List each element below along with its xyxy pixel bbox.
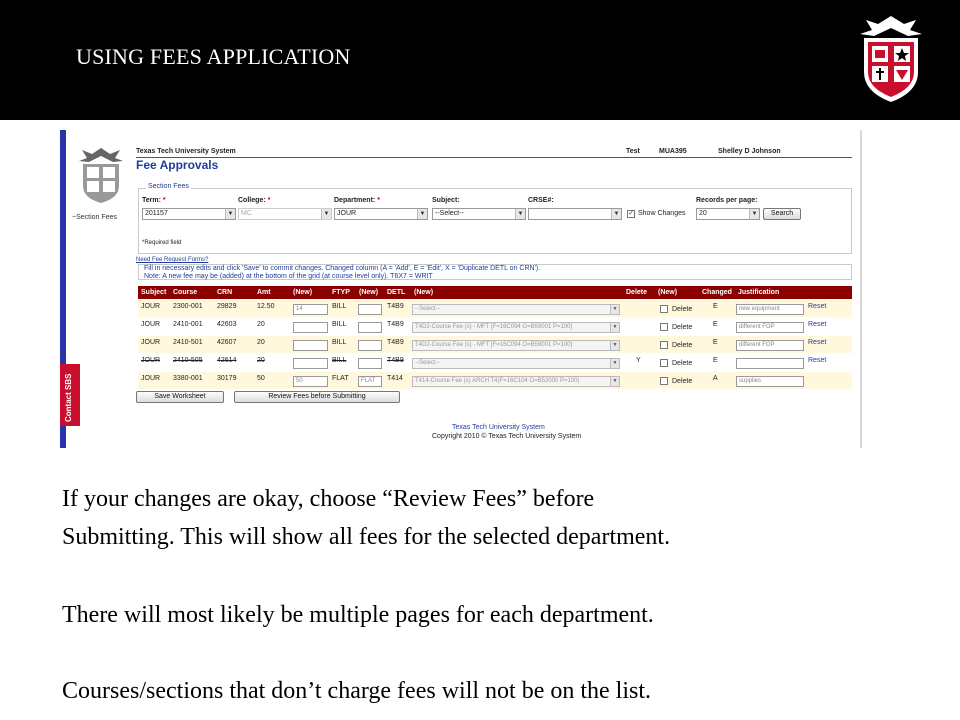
cell-detl: T4B9 — [387, 339, 404, 346]
footer-org: Texas Tech University System — [452, 424, 545, 431]
cell-ftyp: BILL — [332, 357, 347, 364]
subject-label: Subject: — [432, 197, 460, 204]
slide-title: USING FEES APPLICATION — [76, 44, 351, 69]
department-value: JOUR — [337, 210, 357, 217]
cell-course: 2300-001 — [173, 303, 203, 310]
delete-label: Delete — [672, 360, 693, 367]
body-line-4: Courses/sections that don’t charge fees will not be on the list. — [62, 678, 652, 704]
cell-course: 2410-001 — [173, 321, 203, 328]
page-title: Fee Approvals — [136, 158, 219, 172]
show-changes-checkbox[interactable] — [627, 210, 635, 218]
delete-label: Delete — [672, 342, 693, 349]
new-detl-value: --Select-- — [415, 306, 440, 312]
chevron-down-icon: ▼ — [749, 209, 759, 219]
crse-label: CRSE#: — [528, 197, 554, 204]
chevron-down-icon: ▼ — [610, 305, 619, 314]
new-amt-input[interactable] — [293, 358, 328, 369]
heading-divider — [136, 157, 852, 158]
reset-link[interactable]: Reset — [808, 357, 827, 364]
new-ftyp-input[interactable]: FLAT — [358, 376, 382, 387]
chevron-down-icon: ▼ — [321, 209, 331, 219]
new-detl-select[interactable] — [412, 340, 620, 351]
cell-crn: 42603 — [217, 321, 237, 328]
body-line-1: If your changes are okay, choose “Review Fees” before — [62, 486, 595, 512]
cell-amt: 20 — [257, 321, 265, 328]
new-detl-value: T414-Course Fee (s) ARCH T4(F=16C104 O=B52000 P=100) — [415, 378, 580, 384]
cell-changed: A — [713, 375, 718, 382]
new-detl-select[interactable] — [412, 376, 620, 387]
chevron-down-icon: ▼ — [610, 377, 619, 386]
college-label — [238, 197, 270, 204]
justification-input[interactable] — [736, 358, 804, 369]
cell-ftyp: BILL — [332, 339, 347, 346]
term-select[interactable] — [142, 208, 236, 220]
cell-subject: JOUR — [141, 303, 161, 310]
environment-label: Test — [626, 148, 640, 155]
body-line-3: There will most likely be multiple pages for each department. — [62, 602, 654, 628]
delete-label: Delete — [672, 306, 693, 313]
delete-checkbox[interactable] — [660, 377, 668, 385]
required-star: * — [267, 197, 271, 204]
cell-changed: E — [713, 357, 718, 364]
reset-link[interactable]: Reset — [808, 339, 827, 346]
cell-amt: 20 — [257, 357, 265, 364]
section-fees-legend: Section Fees — [148, 183, 189, 190]
justification-input[interactable]: different FOP — [736, 340, 804, 351]
reset-link[interactable]: Reset — [808, 321, 827, 328]
reset-link[interactable]: Reset — [808, 303, 827, 310]
col-new-detl: (New) — [414, 289, 434, 296]
ttu-seal-icon — [78, 146, 124, 204]
instructions-text-1: Fill in necessary edits and click 'Save' to commit changes. Changed column (A = 'Add', E = 'Edit', X = 'Duplicate DETL on CRN'). — [144, 265, 541, 272]
new-detl-select[interactable] — [412, 304, 620, 315]
cell-course: 2410-505 — [173, 357, 203, 364]
col-ftyp: FTYP — [332, 289, 350, 296]
cell-ftyp: FLAT — [332, 375, 349, 382]
records-per-page-label: Records per page: — [696, 197, 758, 204]
texas-tech-shield-icon — [858, 14, 924, 104]
chevron-down-icon: ▼ — [515, 209, 525, 219]
contact-sbs-tab[interactable] — [60, 364, 80, 426]
chevron-down-icon: ▼ — [610, 323, 619, 332]
delete-label: Delete — [672, 378, 693, 385]
term-value: 201157 — [145, 210, 168, 217]
show-changes-label: Show Changes — [638, 210, 686, 217]
chevron-down-icon: ▼ — [225, 209, 235, 219]
instructions-text-2: Note: A new fee may be (added) at the bottom of the grid (at course level only). T6X7 = WRIT — [144, 273, 433, 280]
cell-detl: T4B9 — [387, 357, 404, 364]
col-justification: Justification — [738, 289, 780, 296]
col-new-ftyp: (New) — [359, 289, 379, 296]
cell-crn: 42614 — [217, 357, 237, 364]
body-line-2: Submitting. This will show all fees for the selected department. — [62, 524, 671, 550]
chevron-down-icon: ▼ — [610, 359, 619, 368]
col-subject: Subject — [141, 289, 167, 296]
chevron-down-icon: ▼ — [611, 209, 621, 219]
records-per-page-value: 20 — [699, 210, 707, 217]
cell-course: 2410-501 — [173, 339, 203, 346]
col-new-delete: (New) — [658, 289, 678, 296]
new-detl-select[interactable] — [412, 322, 620, 333]
cell-crn: 30179 — [217, 375, 237, 382]
cell-course: 3380-001 — [173, 375, 203, 382]
cell-changed: E — [713, 321, 718, 328]
cell-subject: JOUR — [141, 321, 161, 328]
required-star: * — [162, 197, 166, 204]
new-amt-input[interactable] — [293, 322, 328, 333]
delete-label: Delete — [672, 324, 693, 331]
fee-request-forms-link[interactable]: Need Fee Request Forms? — [136, 257, 209, 263]
new-amt-input[interactable]: 50 — [293, 376, 328, 387]
slide-header — [0, 0, 960, 120]
delete-checkbox[interactable] — [660, 305, 668, 313]
cell-detl: T414 — [387, 375, 403, 382]
cell-amt: 20 — [257, 339, 265, 346]
col-delete: Delete — [626, 289, 648, 296]
footer-copyright: Copyright 2010 © Texas Tech University System — [432, 433, 582, 440]
cell-changed: E — [713, 339, 718, 346]
sidebar-item-section-fees[interactable]: ~Section Fees — [72, 214, 117, 221]
department-label-text: Department: — [334, 197, 376, 204]
cell-detl: T4B9 — [387, 321, 404, 328]
col-amt: Amt — [257, 289, 271, 296]
department-select[interactable] — [334, 208, 428, 220]
new-detl-value: T4D2-Course Fee (s) - MFT [F=16C094 O=B59001 P=100] — [415, 324, 573, 330]
cell-changed: E — [713, 303, 718, 310]
new-detl-select[interactable] — [412, 358, 620, 369]
user-name: Shelley D Johnson — [718, 148, 781, 155]
term-label — [142, 197, 166, 204]
new-ftyp-input[interactable] — [358, 322, 382, 333]
justification-input[interactable]: different FOP — [736, 322, 804, 333]
justification-input[interactable]: supplies — [736, 376, 804, 387]
chevron-down-icon: ▼ — [417, 209, 427, 219]
cell-subject: JOUR — [141, 375, 161, 382]
crse-select[interactable] — [528, 208, 622, 220]
delete-checkbox[interactable] — [660, 323, 668, 331]
chevron-down-icon: ▼ — [610, 341, 619, 350]
col-crn: CRN — [217, 289, 233, 296]
review-fees-button[interactable]: Review Fees before Submitting — [234, 391, 400, 403]
app-screenshot — [60, 130, 862, 448]
cell-ftyp: BILL — [332, 303, 347, 310]
new-detl-value: --Select-- — [415, 360, 440, 366]
col-detl: DETL — [387, 289, 406, 296]
new-ftyp-input[interactable] — [358, 304, 382, 315]
cell-amt: 50 — [257, 375, 265, 382]
cell-crn: 29829 — [217, 303, 237, 310]
required-field-note: *Required field — [142, 240, 182, 246]
college-label-text: College: — [238, 197, 266, 204]
user-id: MUA395 — [659, 148, 687, 155]
cell-amt: 12.50 — [257, 303, 275, 310]
new-detl-value: T4D2-Course Fee (s) - MFT [F=16C094 O=B59001 P=100] — [415, 342, 573, 348]
records-per-page-select[interactable] — [696, 208, 760, 220]
system-name: Texas Tech University System — [136, 148, 236, 155]
new-ftyp-input[interactable] — [358, 358, 382, 369]
col-new-amt: (New) — [293, 289, 313, 296]
required-star: * — [377, 197, 380, 204]
department-label — [334, 197, 380, 204]
contact-sbs-label: Contact SBS — [64, 373, 73, 422]
search-button[interactable]: Search — [763, 208, 801, 220]
app-right-border — [860, 130, 862, 448]
cell-subject: JOUR — [141, 339, 161, 346]
save-worksheet-button[interactable]: Save Worksheet — [136, 391, 224, 403]
delete-checkbox[interactable] — [660, 359, 668, 367]
cell-delete-flag: Y — [636, 357, 641, 364]
cell-detl: T4B9 — [387, 303, 404, 310]
cell-subject: JOUR — [141, 357, 161, 364]
college-select[interactable] — [238, 208, 332, 220]
justification-input[interactable]: new equipment — [736, 304, 804, 315]
col-course: Course — [173, 289, 198, 296]
term-label-text: Term: — [142, 197, 161, 204]
cell-crn: 42607 — [217, 339, 237, 346]
new-amt-input[interactable]: 14 — [293, 304, 328, 315]
new-amt-input[interactable] — [293, 340, 328, 351]
subject-value: --Select-- — [435, 210, 464, 217]
cell-ftyp: BILL — [332, 321, 347, 328]
college-value: MC — [241, 210, 252, 217]
subject-select[interactable] — [432, 208, 526, 220]
col-changed: Changed — [702, 289, 732, 296]
delete-checkbox[interactable] — [660, 341, 668, 349]
new-ftyp-input[interactable] — [358, 340, 382, 351]
